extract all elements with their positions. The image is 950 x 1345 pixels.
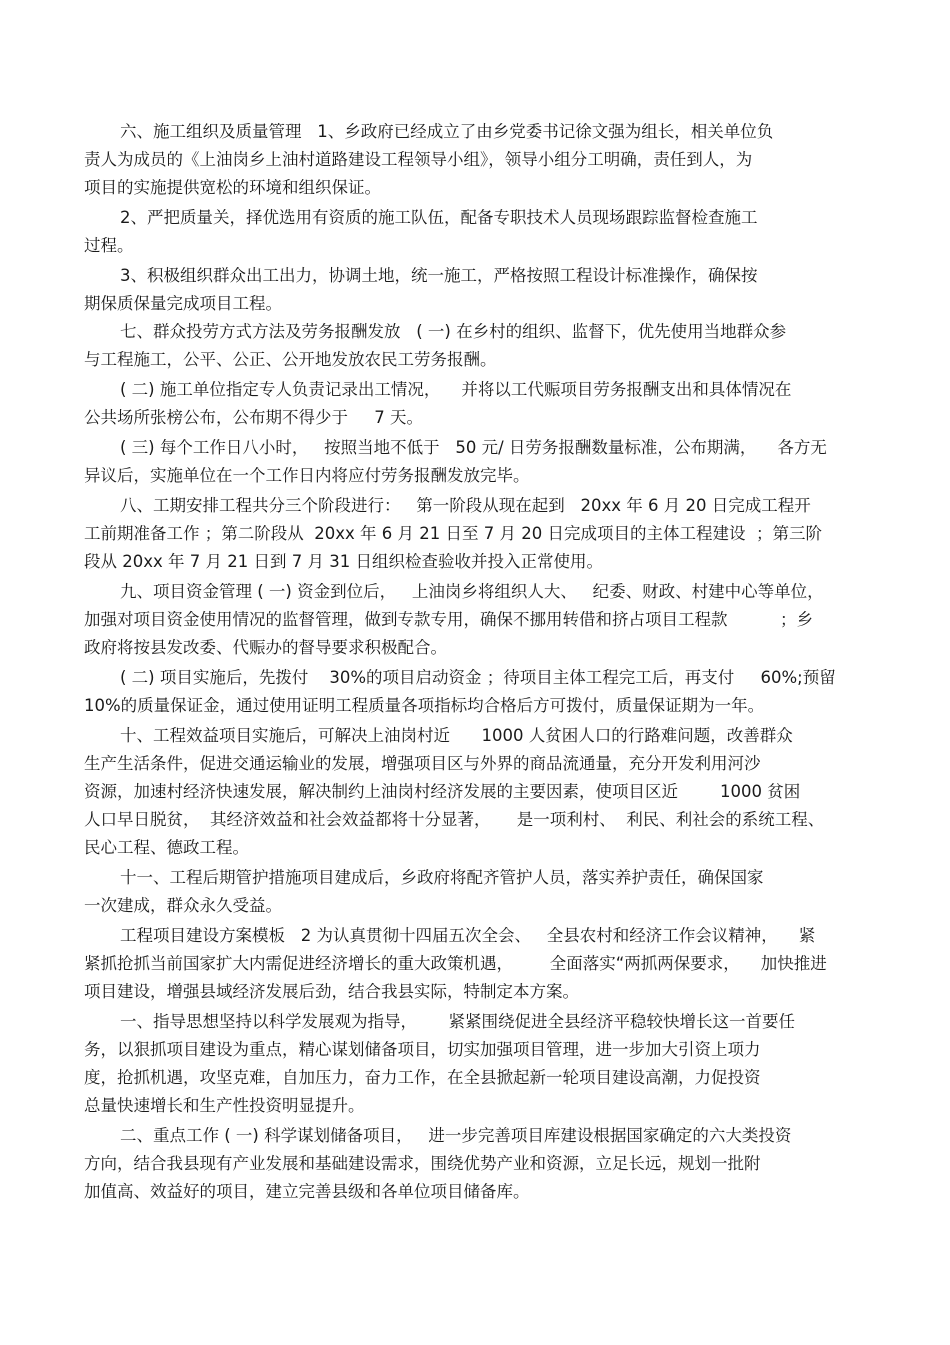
text-line: 紧抓抢抓当前国家扩大内需促进经济增长的重大政策机遇， 全面落实“两抓两保要求， 加快推进 — [84, 954, 827, 973]
text-line: 十、工程效益项目实施后，可解决上油岗村近 1000 人贫困人口的行路难问题，改善群众 — [120, 726, 793, 745]
text-line: 一、指导思想坚持以科学发展观为指导， 紧紧围绕促进全县经济平稳较快增长这一首要任 — [120, 1012, 795, 1031]
text-line: 务，以狠抓项目建设为重点，精心谋划储备项目，切实加强项目管理，进一步加大引资上项力 — [84, 1040, 761, 1059]
text-line: ( 三) 每个工作日八小时， 按照当地不低于 50 元/ 日劳务报酬数量标准，公布期满， 各方无 — [120, 438, 827, 457]
text-line: 工前期准备工作 ；第二阶段从 20xx 年 6 月 21 日至 7 月 20 日完成项目的主体工程建设 ；第三阶 — [84, 524, 822, 543]
text-line: 七、群众投劳方式方法及劳务报酬发放 ( 一) 在乡村的组织、监督下，优先使用当地群众参 — [120, 322, 787, 341]
text-line: 过程。 — [84, 236, 134, 255]
text-line: 10%的质量保证金，通过使用证明工程质量各项指标均合格后方可拨付，质量保证期为一年。 — [84, 696, 765, 715]
text-line: 方向，结合我县现有产业发展和基础建设需求，围绕优势产业和资源，立足长远，规划一批附 — [84, 1154, 761, 1173]
text-line: 二、重点工作 ( 一) 科学谋划储备项目， 进一步完善项目库建设根据国家确定的六大类投资 — [120, 1126, 792, 1145]
text-line: 工程项目建设方案模板 2 为认真贯彻十四届五次全会、 全县农村和经济工作会议精神， 紧 — [120, 926, 816, 945]
text-line: 一次建成，群众永久受益。 — [84, 896, 282, 915]
text-line: 3、积极组织群众出工出力，协调土地，统一施工，严格按照工程设计标准操作，确保按 — [120, 266, 758, 285]
text-line: 生产生活条件，促进交通运输业的发展，增强项目区与外界的商品流通量，充分开发利用河沙 — [84, 754, 761, 773]
text-line: 加值高、效益好的项目，建立完善县级和各单位项目储备库。 — [84, 1182, 530, 1201]
text-line: 资源，加速村经济快速发展，解决制约上油岗村经济发展的主要因素，使项目区近 1000 贫困 — [84, 782, 801, 801]
text-line: 九、项目资金管理 ( 一) 资金到位后， 上油岗乡将组织人大、 纪委、财政、村建中心等单位， — [120, 582, 824, 601]
text-line: 八、工期安排工程共分三个阶段进行： 第一阶段从现在起到 20xx 年 6 月 20 日完成工程开 — [120, 496, 811, 515]
text-line: 加强对项目资金使用情况的监督管理，做到专款专用，确保不挪用转借和挤占项目工程款 ；乡 — [84, 610, 813, 629]
text-line: 项目的实施提供宽松的环境和组织保证。 — [84, 178, 381, 197]
text-line: 政府将按县发改委、代赈办的督导要求积极配合。 — [84, 638, 447, 657]
text-line: 公共场所张榜公布，公布期不得少于 7 天。 — [84, 408, 423, 427]
text-line: 度，抢抓机遇，攻坚克难，自加压力，奋力工作，在全县掀起新一轮项目建设高潮，力促投资 — [84, 1068, 761, 1087]
text-line: 与工程施工，公平、公正、公开地发放农民工劳务报酬。 — [84, 350, 497, 369]
text-line: 段从 20xx 年 7 月 21 日到 7 月 31 日组织检查验收并投入正常使用。 — [84, 552, 603, 571]
text-line: 人口早日脱贫， 其经济效益和社会效益都将十分显著， 是一项利村、 利民、利社会的系统工程、 — [84, 810, 825, 829]
text-line: 异议后，实施单位在一个工作日内将应付劳务报酬发放完毕。 — [84, 466, 530, 485]
text-line: 2、严把质量关，择优选用有资质的施工队伍，配备专职技术人员现场跟踪监督检查施工 — [120, 208, 758, 227]
text-line: 期保质保量完成项目工程。 — [84, 294, 282, 313]
text-line: ( 二) 施工单位指定专人负责记录出工情况， 并将以工代赈项目劳务报酬支出和具体情况在 — [120, 380, 792, 399]
text-line: 民心工程、德政工程。 — [84, 838, 249, 857]
text-line: 总量快速增长和生产性投资明显提升。 — [84, 1096, 365, 1115]
text-line: 十一、工程后期管护措施项目建成后，乡政府将配齐管护人员，落实养护责任，确保国家 — [120, 868, 764, 887]
text-line: 项目建设，增强县域经济发展后劲，结合我县实际，特制定本方案。 — [84, 982, 579, 1001]
text-line: 责人为成员的《上油岗乡上油村道路建设工程领导小组》，领导小组分工明确，责任到人，为 — [84, 150, 753, 169]
text-line: ( 二) 项目实施后，先拨付 30%的项目启动资金 ；待项目主体工程完工后，再支付 60%;预留 — [120, 668, 836, 687]
text-line: 六、施工组织及质量管理 1、乡政府已经成立了由乡党委书记徐文强为组长，相关单位负 — [120, 122, 774, 141]
